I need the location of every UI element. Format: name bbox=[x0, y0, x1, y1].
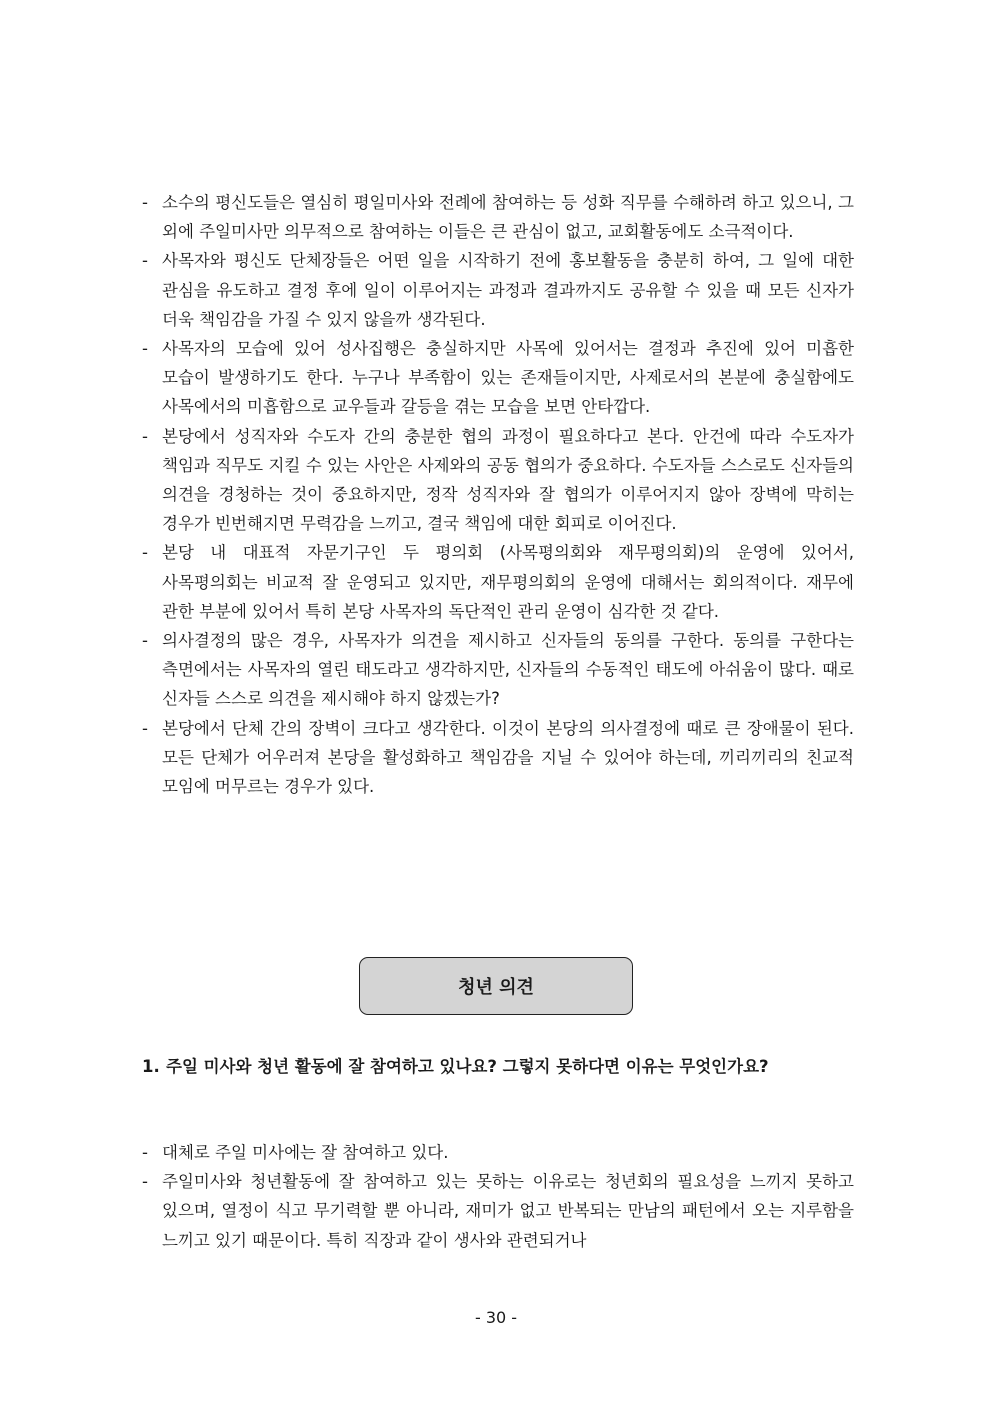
bullet-dash: - bbox=[142, 718, 148, 738]
page-number: - 30 - bbox=[474, 1308, 518, 1327]
list-item bbox=[142, 188, 854, 246]
question-heading bbox=[142, 1052, 854, 1081]
list-item bbox=[142, 334, 854, 422]
list-item bbox=[142, 714, 854, 802]
bullet-dash: - bbox=[142, 426, 148, 446]
list-item bbox=[142, 246, 854, 334]
answer-bullet-list bbox=[142, 1138, 854, 1255]
list-item bbox=[142, 538, 854, 626]
bullet-text: 본당 내 대표적 자문기구인 두 평의회 (사목평의회와 재무평의회)의 운영에 있어서, 사목평의회는 비교적 잘 운영되고 있지만, 재무평의회의 운영에 대해서는 회의적이다. 재무에 관한 부분에 있어서 특히 본당 사목자의 독단적인 관리 운영이 심각한 것 같다. bbox=[162, 543, 854, 621]
bullet-text: 본당에서 성직자와 수도자 간의 충분한 협의 과정이 필요하다고 본다. 안건에 따라 수도자가 책임과 직무도 지킬 수 있는 사안은 사제와의 공동 협의가 중요하다. 수도자들 스스로도 신자들의 의견을 경청하는 것이 중요하지만, 정작 성직자와 잘 협의가 이루어지지 않아 장벽에 막히는 경우가 빈번해지면 무력감을 느끼고, 결국 책임에 대한 회피로 이어진다. bbox=[162, 426, 854, 534]
bullet-dash: - bbox=[142, 339, 148, 359]
bullet-text: 대체로 주일 미사에는 잘 참여하고 있다. bbox=[162, 1143, 449, 1162]
list-item bbox=[142, 1167, 854, 1255]
list-item bbox=[142, 1138, 854, 1167]
section-title-box bbox=[359, 957, 633, 1015]
bullet-dash: - bbox=[142, 193, 148, 212]
bullet-text: 소수의 평신도들은 열심히 평일미사와 전례에 참여하는 등 성화 직무를 수해하려 하고 있으니, 그 외에 주일미사만 의무적으로 참여하는 이들은 큰 관심이 없고, 교회활동에도 소극적이다. bbox=[162, 193, 854, 242]
intro-bullet-list bbox=[142, 188, 854, 801]
bullet-dash: - bbox=[142, 251, 148, 271]
bullet-text: 의사결정의 많은 경우, 사목자가 의견을 제시하고 신자들의 동의를 구한다. 동의를 구한다는 측면에서는 사목자의 열린 태도라고 생각하지만, 신자들의 수동적인 태도에 아쉬움이 많다. 때로 신자들 스스로 의견을 제시해야 하지 않겠는가? bbox=[162, 631, 854, 709]
bullet-dash: - bbox=[142, 543, 148, 563]
bullet-text: 주일미사와 청년활동에 잘 참여하고 있는 못하는 이유로는 청년회의 필요성을 느끼지 못하고 있으며, 열정이 식고 무기력할 뿐 아니라, 재미가 없고 반복되는 만남의 패턴에서 오는 지루함을 느끼고 있기 때문이다. 특히 직장과 같이 생사와 관련되거나 bbox=[162, 1172, 854, 1250]
bullet-dash: - bbox=[142, 1143, 148, 1162]
list-item bbox=[142, 422, 854, 539]
bullet-dash: - bbox=[142, 1172, 148, 1192]
bullet-text: 사목자와 평신도 단체장들은 어떤 일을 시작하기 전에 홍보활동을 충분히 하여, 그 일에 대한 관심을 유도하고 결정 후에 일이 이루어지는 과정과 결과까지도 공유할 수 있을 때 모든 신자가 더욱 책임감을 가질 수 있지 않을까 생각된다. bbox=[162, 251, 854, 329]
bullet-text: 본당에서 단체 간의 장벽이 크다고 생각한다. 이것이 본당의 의사결정에 때로 큰 장애물이 된다. 모든 단체가 어우러져 본당을 활성화하고 책임감을 지닐 수 있어야 하는데, 끼리끼리의 친교적 모임에 머무르는 경우가 있다. bbox=[162, 718, 854, 797]
section-title: 청년 의견 bbox=[458, 977, 534, 998]
question-text: 주일 미사와 청년 활동에 잘 참여하고 있나요? 그렇지 못하다면 이유는 무엇인가요? bbox=[166, 1057, 769, 1076]
bullet-text: 사목자의 모습에 있어 성사집행은 충실하지만 사목에 있어서는 결정과 추진에 있어 미흡한 모습이 발생하기도 한다. 누구나 부족함이 있는 존재들이지만, 사제로서의 본분에 충실함에도 사목에서의 미흡함으로 교우들과 갈등을 겪는 모습을 보면 안타깝다. bbox=[162, 339, 854, 417]
list-item bbox=[142, 626, 854, 714]
bullet-dash: - bbox=[142, 631, 148, 651]
question-number: 1. bbox=[142, 1057, 160, 1076]
